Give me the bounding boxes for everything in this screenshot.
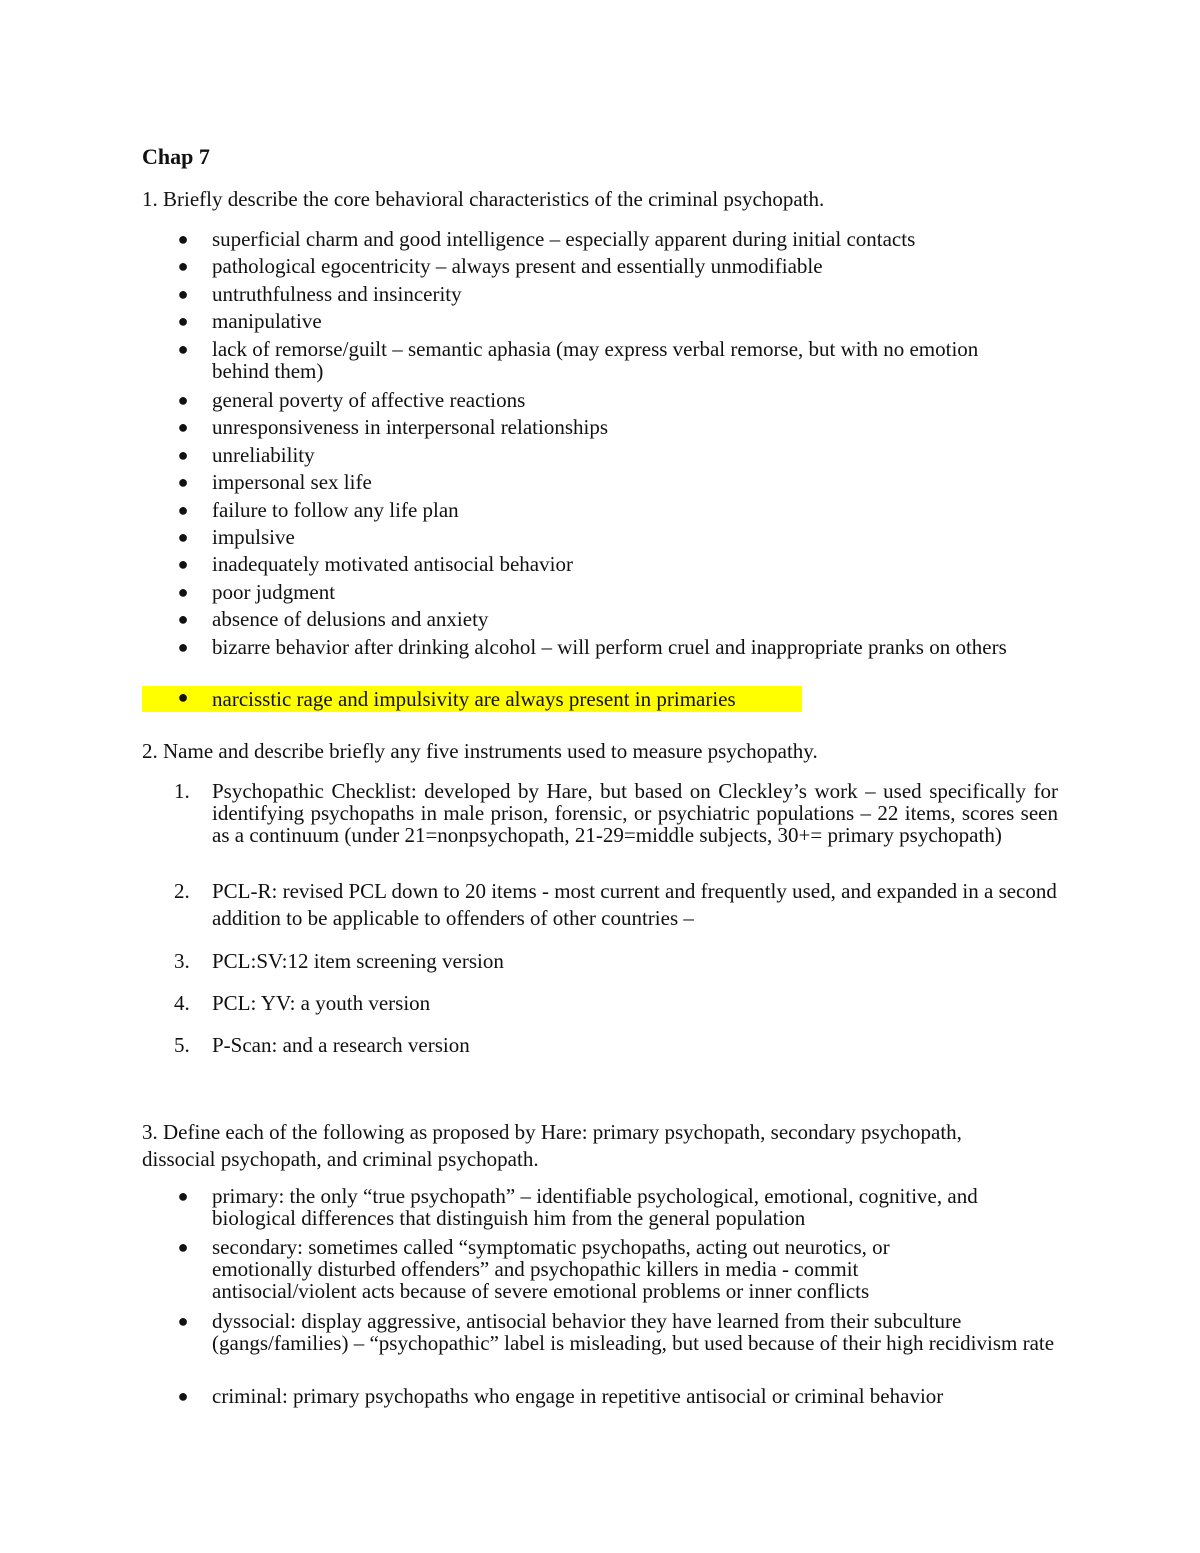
bullet-icon: ● [177,582,189,602]
bullet-icon: ● [177,472,189,492]
chapter-title: Chap 7 [142,144,210,169]
bullet-icon: ● [177,1386,189,1406]
question-3: 3. Define each of the following as proposed by Hare: primary psychopath, secondary psychopath, dissocial psychopath, and criminal psychopath. [142,1120,962,1171]
item-number: 4. [174,991,190,1015]
question-2: 2. Name and describe briefly any five instruments used to measure psychopathy. [142,739,818,763]
highlighted-list-item: ● narcisstic rage and impulsivity are always present in primaries [142,686,802,712]
bullet-icon: ● [177,609,189,629]
bullet-icon: ● [177,229,189,249]
item-number: 2. [174,879,190,903]
item-number: 3. [174,949,190,973]
question-1: 1. Briefly describe the core behavioral characteristics of the criminal psychopath. [142,187,825,211]
bullet-icon: ● [177,1237,189,1257]
bullet-icon: ● [177,1311,189,1331]
bullet-icon: ● [177,417,189,437]
bullet-icon: ● [177,1186,189,1206]
item-number: 5. [174,1033,190,1057]
bullet-icon: ● [177,445,189,465]
bullet-icon: ● [177,284,189,304]
bullet-icon: ● [177,527,189,547]
bullet-icon: ● [177,390,189,410]
document-page: Chap 7 1. Briefly describe the core behavioral characteristics of the criminal psychopath. ● superficial charm and good intelligence – especially apparent during initial contacts ● pathological egocentricity – always present and essentially unmodifiable ● untruthfulness and insincerity ● manipulative ● lack of remorse/guilt – semantic aphasia (may express verbal remorse, but with no emotion behind them) ● general poverty of affective reactions ● unresponsiveness in interpersonal relationships ● unreliability ● impersonal sex life ● failure to follow any life plan ● impulsive ● inadequately motivated antisocial behavior ● poor judgment ● absence of delusions and anxiety ● bizarre behavior after drinking alcohol – will perform cruel and inappropriate pranks on others ● narcisstic rage and impulsivity are always present in primaries 2. Name and describe briefly any five instruments used to measure psychopathy. 1. Psychopathic Checklist: developed by Hare, but based on Cleckley’s work – used specifically for identifying psychopaths in male prison, forensic, or psychiatric populations – 22 items, scores seen as a continuum (under 21=nonpsychopath, 21-29=middle subjects, 30+= primary psychopath) 2. PCL-R: revised PCL down to 20 items - most current and frequently used, and expanded in a second addition to be applicable to offenders of other countries – 3. PCL:SV:12 item screening version 4. PCL: YV: a youth version 5. P-Scan: and a research version 3. Define each of the following as proposed by Hare: primary psychopath, secondary psychopath, dissocial psychopath, and criminal psychopath. ● primary: the only “true psychopath” – identifiable psychological, emotional, cognitive, and biological differences that distinguish him from the general population ● secondary: sometimes called “symptomatic psychopaths, acting out neurotics, or emotionally disturbed offenders” and psychopathic killers in media - commit antisocial/violent acts because of severe emotional problems or inner conflicts ● dyssocial: display aggressive, antisocial behavior they have learned from their subculture (gangs/families) – “psychopathic” label is misleading, but used because of their high recidivism rate ● criminal: primary psychopaths who engage in repetitive antisocial or criminal behavior [0,0,1200,1553]
bullet-icon: ● [177,256,189,276]
bullet-icon: ● [177,637,189,657]
bullet-icon: ● [177,687,189,707]
bullet-icon: ● [177,554,189,574]
item-number: 1. [174,779,190,803]
bullet-icon: ● [177,311,189,331]
bullet-icon: ● [177,500,189,520]
bullet-icon: ● [177,339,189,359]
